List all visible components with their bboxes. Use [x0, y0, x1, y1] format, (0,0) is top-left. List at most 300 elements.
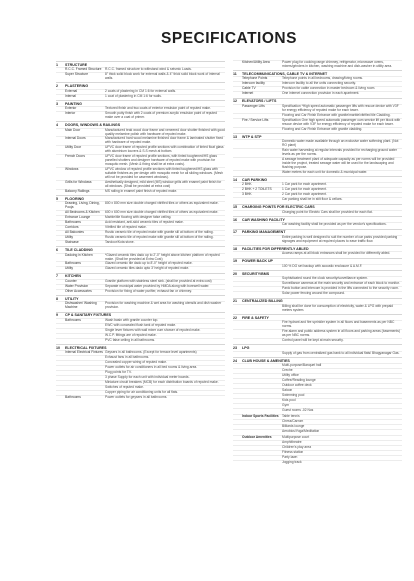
- spec-label: Fire / Service Lifts: [242, 117, 269, 122]
- spec-label: [233, 265, 282, 269]
- spec-row: [233, 222, 402, 227]
- section-title: ELECTRICAL FIXTURES: [65, 345, 107, 350]
- spec-value: Provision for washing machine & wet area for washing utensils and dish washer provision.: [105, 301, 222, 310]
- spec-value: Marble/tile flooring with designer false ceiling.: [105, 215, 172, 220]
- spec-section: [56, 61, 225, 81]
- section-title: CAR WASHING FACILITY: [242, 217, 285, 222]
- spec-value: Entire parking is well designed to suit the number of car parks provided parking signages and equipment at required places to ease traffic flow.: [282, 234, 398, 243]
- spec-label: Bathrooms: [65, 317, 81, 322]
- spec-label: Entrance Lounge: [65, 215, 91, 220]
- spec-label: [233, 430, 282, 434]
- spec-label: [233, 394, 282, 398]
- spec-section: [233, 344, 402, 355]
- spec-label: [233, 149, 282, 157]
- spec-section: [233, 435, 402, 465]
- spec-row: [233, 148, 402, 157]
- spec-label: Utility: [65, 266, 74, 271]
- spec-label: [233, 236, 282, 244]
- spec-value: 2 Car park for each apartment.: [282, 192, 327, 197]
- spec-value: Flooring and Car Finish Entrance with granite cladding.: [282, 126, 363, 131]
- spec-value: Aerobics/Yoga/Meditation: [282, 428, 320, 433]
- spec-row: [56, 89, 225, 94]
- section-number: 10: [56, 345, 60, 350]
- spec-label: [56, 371, 105, 375]
- spec-section: [233, 216, 402, 227]
- spec-row: [233, 235, 402, 244]
- spec-value: Access ramps at all block entrances shall be provided for differently abled.: [282, 251, 391, 256]
- spec-section: [233, 98, 402, 132]
- section-title: PARKING MANAGEMENT: [242, 230, 286, 235]
- spec-value: Power outlets for geysers in all bathrooms.: [105, 394, 168, 399]
- spec-row: [233, 118, 402, 127]
- spec-label: [233, 277, 282, 281]
- spec-row: [233, 373, 402, 378]
- spec-section: [233, 298, 402, 313]
- spec-label: [233, 389, 282, 393]
- spec-value: Provision for fixing of water purifier, exhaust fan or chimney.: [105, 288, 192, 293]
- spec-row: [56, 365, 225, 370]
- spec-section: [233, 270, 402, 296]
- spec-label: [233, 223, 282, 227]
- spec-value: Manufactured hard wood melamine finished door frame & laminated shutter fixed with hardware of reputed make.: [105, 136, 224, 145]
- spec-label: [233, 369, 282, 373]
- spec-label: [233, 409, 282, 413]
- spec-value: Multipurpose court: [282, 435, 310, 440]
- spec-value: Plug points for TV.: [105, 370, 132, 375]
- spec-row: [233, 338, 402, 343]
- spec-value: Glazed ceramic tiles dado upto 3' height of reputed make.: [105, 266, 190, 271]
- spec-label: [56, 366, 105, 370]
- spec-value: Solar power fencing around the compound.: [282, 291, 346, 296]
- spec-value: Acid resistant, anti-skid ceramic tiles of reputed make.: [105, 220, 184, 225]
- spec-label: Main Door: [65, 127, 81, 132]
- spec-row: [233, 450, 402, 455]
- spec-value: Table tennis: [282, 414, 300, 419]
- spec-label: Grills for Windows: [65, 179, 92, 184]
- spec-value: Power plug for cooking range chimney, refrigerator, microwave ovens, mixers/grinders in kitchen, washing machine and dish-washer in utility area.: [282, 60, 393, 68]
- spec-row: [56, 94, 225, 99]
- spec-value: Swimming pool: [282, 392, 305, 397]
- spec-row: [56, 240, 225, 245]
- spec-value: UPVC door frame of reputed profile sections, with tinted toughened/HS glass panelled shutters and designer hardware of reputed make with provision for mosquito mesh. (Mesh & fixing shall be at extra costs).: [105, 154, 217, 167]
- spec-label: [233, 384, 282, 388]
- spec-section: [233, 258, 402, 269]
- spec-label: [56, 386, 105, 390]
- spec-row: [233, 127, 402, 132]
- spec-value: Flooring and Car Finish Entrance with granite/marble/vitrified tile Cladding.: [282, 112, 391, 117]
- spec-label: [233, 374, 282, 378]
- spec-row: [233, 398, 402, 403]
- spec-row: [56, 145, 225, 154]
- spec-label: Other Accessories: [65, 288, 92, 293]
- section-title: WTP & STP: [242, 134, 262, 139]
- spec-row: [56, 201, 225, 210]
- section-title: STRUCTURE: [65, 62, 88, 67]
- spec-row: [56, 136, 225, 145]
- spec-label: [233, 456, 282, 460]
- spec-label: [56, 381, 105, 385]
- section-number: 15: [233, 205, 237, 210]
- spec-row: [56, 72, 225, 81]
- spec-value: Aesthetically designed, mild steel (MS) window grills with enamel paint finish for all windows. (Shall be provided at extra cost): [105, 179, 222, 188]
- spec-row: [233, 329, 402, 338]
- section-number: 24: [233, 358, 237, 363]
- spec-label: Balcony Railings: [65, 188, 90, 193]
- spec-row: [233, 91, 402, 96]
- spec-value: Coffee/Reading lounge: [282, 377, 316, 382]
- section-title: FLOORING: [65, 196, 84, 201]
- spec-value: Textured finish and two coats of exterior emulsion paint of reputed make.: [105, 106, 211, 111]
- spec-row: [233, 304, 402, 313]
- spec-row: [56, 111, 225, 120]
- spec-value: Control panel will be kept at main security.: [282, 338, 344, 343]
- spec-label: [233, 198, 282, 202]
- spec-section: [233, 70, 402, 96]
- spec-label: R.C.C. Framed Structure: [65, 67, 102, 72]
- spec-value: 1 coat of plastering in CM 1:6 for walls.: [105, 93, 162, 98]
- section-number: 20: [233, 271, 237, 276]
- spec-label: Internet: [242, 91, 254, 96]
- spec-label: All Bedrooms & Kitchen: [65, 210, 100, 215]
- spec-label: Bathrooms: [65, 394, 81, 399]
- section-title: CENTRALIZED BILLING: [242, 299, 283, 304]
- spec-label: Exterior: [65, 106, 77, 111]
- spec-section: [56, 82, 225, 98]
- section-number: 3: [56, 101, 58, 106]
- spec-row: [233, 264, 402, 269]
- spec-section: [233, 245, 402, 256]
- spec-section: [56, 273, 225, 294]
- spec-row: [233, 440, 402, 445]
- spec-label: Bathrooms: [65, 220, 81, 225]
- section-number: 11: [233, 71, 237, 76]
- spec-value: Rustic ceramic tile of reputed make with granite sill at bottom of the railing.: [105, 235, 214, 240]
- spec-row: [56, 395, 225, 400]
- section-number: 8: [56, 296, 58, 301]
- spec-value: R.C.C. framed structure to withstand wind & seismic Loads.: [105, 67, 192, 72]
- spec-value: Rain water harvesting at regular intervals provided for recharging ground water levels as per the norms.: [282, 148, 397, 157]
- spec-row: [233, 419, 402, 424]
- spec-label: [233, 420, 282, 424]
- spec-row: [233, 157, 402, 170]
- section-number: 9: [56, 313, 58, 318]
- section-number: 21: [233, 299, 237, 304]
- spec-value: Power outlets for air conditioners in all bed rooms & living area.: [105, 365, 198, 370]
- spec-value: Surveillance cameras at the main security and entrance of each block to monitor.: [282, 281, 400, 286]
- spec-row: [56, 253, 225, 262]
- spec-value: Copper piping for air conditioning units for all flats.: [105, 389, 179, 394]
- spec-label: [56, 361, 105, 365]
- spec-label: [56, 334, 105, 338]
- section-title: KITCHEN: [65, 274, 81, 279]
- spec-label: [233, 252, 282, 256]
- spec-value: Gym: [282, 402, 289, 407]
- spec-section: [56, 246, 225, 271]
- spec-value: Smooth putty finish with 2 coats of premium acrylic emulsion paint of reputed make over a coat of primer.: [105, 111, 217, 120]
- spec-value: 1 Car park for each apartment.: [282, 187, 327, 192]
- spec-section: [56, 312, 225, 343]
- spec-section: [56, 344, 225, 400]
- spec-row: [56, 333, 225, 338]
- section-title: TELECOMMUNICATIONS, CABLE TV & INTERNET: [242, 71, 328, 76]
- spec-section: [56, 100, 225, 120]
- spec-value: 2 coats of plastering in CM 1:6 for external walls.: [105, 88, 177, 93]
- spec-label: [233, 425, 282, 429]
- spec-value: Fire hydrant and fire sprinkler system in all floors and basements as per NBC norms.: [282, 320, 395, 329]
- spec-section: [233, 414, 402, 434]
- spec-value: Car parking shall be in stilt floor & cellars.: [282, 197, 343, 202]
- spec-value: Miniature circuit breakers (MCB) for each distribution boards of reputed make.: [105, 379, 219, 384]
- spec-row: [233, 170, 402, 175]
- spec-value: One internet connection provision in each apartment.: [282, 91, 360, 96]
- spec-value: 3 phase Supply for each unit with individual meter boards.: [105, 375, 190, 379]
- spec-row: [56, 167, 225, 180]
- section-title: CAR PARKING: [242, 177, 268, 182]
- section-title: POWER BACK UP: [242, 259, 273, 264]
- spec-value: Specification One high speed automatic passenger cum service lift per block with rescue device with V3F for energy efficiency of reputed make for each tower.: [282, 117, 401, 126]
- spec-value: Fire alarm and public address system in all floors and parking areas (basements) as per NBC norms.: [282, 329, 401, 338]
- spec-value: Vitrified tile of reputed make.: [105, 225, 147, 230]
- spec-row: [233, 403, 402, 408]
- spec-label: [233, 158, 282, 170]
- spec-value: Billiards lounge: [282, 423, 305, 428]
- spec-label: [233, 330, 282, 338]
- spec-value: Saloon: [282, 387, 293, 392]
- section-title: ELEVATORS / LIFTS: [242, 99, 277, 104]
- spec-row: [233, 60, 402, 69]
- spec-label: External: [65, 88, 78, 93]
- spec-label: [233, 140, 282, 148]
- section-number: 13: [233, 134, 237, 139]
- section-number: 19: [233, 259, 237, 264]
- spec-label: [56, 339, 105, 343]
- spec-value: Multi-purpose/Banquet hall: [282, 363, 322, 368]
- spec-section: [233, 229, 402, 244]
- spec-row: [233, 408, 402, 413]
- spec-value: Children's play area: [282, 445, 312, 450]
- spec-row: [233, 363, 402, 368]
- spec-row: [233, 210, 402, 215]
- spec-value: Guest rooms -02 Nos: [282, 407, 314, 412]
- spec-label: [56, 376, 105, 380]
- section-title: PLASTERING: [65, 84, 89, 89]
- spec-label: [56, 324, 105, 328]
- spec-label: [233, 404, 282, 408]
- spec-row: [56, 180, 225, 189]
- spec-label: [233, 305, 282, 313]
- spec-section: [233, 357, 402, 413]
- spec-row: [233, 197, 402, 202]
- spec-row: [233, 388, 402, 393]
- spec-label: [233, 446, 282, 450]
- spec-section: [56, 195, 225, 245]
- spec-section: [233, 204, 402, 215]
- spec-value: 600 x 600 mm size double charged vitrified tiles of others as equivalent make.: [105, 210, 219, 215]
- spec-row: [233, 445, 402, 450]
- section-title: FIRE & SAFETY: [242, 315, 269, 320]
- left-column: [56, 60, 225, 466]
- spec-row: [233, 291, 402, 296]
- spec-value: Geysers in all bathrooms. (Except for terrace level apartments): [105, 350, 197, 355]
- spec-value: Provision for cable connection in master bedroom & living room.: [282, 86, 376, 91]
- right-column: [233, 60, 402, 466]
- spec-row: [233, 460, 402, 465]
- spec-label: [233, 399, 282, 403]
- section-title: CP & SANITARY FIXTURES: [65, 313, 112, 318]
- spec-value: A sewage treatment plant of adequate capacity as per norms will be provided inside the project, treated sewage water will be used for the landscaping and flushing purpose.: [282, 156, 395, 169]
- spec-value: Rustic ceramic tile of reputed make with granite sill at bottom of the railing.: [105, 230, 214, 235]
- spec-label: Utility: [65, 235, 74, 240]
- spec-row: [233, 251, 402, 256]
- spec-value: Fitness station: [282, 450, 304, 455]
- spec-value: EWC with concealed flush tank of reputed make.: [105, 322, 177, 327]
- spec-label: Dishwasher/ Washing Machine: [65, 301, 97, 310]
- spec-value: Jogging track: [282, 460, 302, 465]
- spec-row: [233, 104, 402, 113]
- spec-value: Sophisticated round the clock security/surveillance system.: [282, 276, 368, 281]
- spec-label: [233, 364, 282, 368]
- spec-label: Staircase: [65, 240, 79, 245]
- spec-label: [233, 128, 282, 132]
- section-number: 22: [233, 315, 237, 320]
- spec-value: Single lever fixtures with wall mixer cum shower of reputed make.: [105, 327, 201, 332]
- spec-label: [56, 329, 105, 333]
- spec-value: MS railing in enamel paint finish of reputed make.: [105, 188, 178, 193]
- spec-label: [233, 451, 282, 455]
- spec-value: UPVC window of reputed profile sections with tinted toughened/HS glass with suitable finishes as per design with mosquito mesh for all sliding windows. (Mesh will not be provided for casement windows).: [105, 167, 224, 180]
- spec-row: [56, 128, 225, 137]
- spec-label: Bathrooms: [65, 261, 81, 266]
- spec-value: Supply of gas from centralized gas bank to all individual flats/ Bhagyanagar Gas.: [282, 350, 400, 355]
- spec-label: Corridors: [65, 225, 79, 230]
- section-number: 5: [56, 196, 58, 201]
- spec-value: Panic button and intercom is provided in the lifts connected to the security room.: [282, 286, 399, 291]
- spec-section: [56, 121, 225, 193]
- spec-row: [233, 351, 402, 356]
- section-number: 23: [233, 346, 237, 350]
- section-number: 16: [233, 217, 237, 222]
- spec-label: [233, 321, 282, 329]
- spec-label: Utility Door: [65, 145, 82, 150]
- spec-value: Kids pool: [282, 397, 296, 402]
- spec-label: 2 BHK: [242, 182, 252, 187]
- spec-label: Passenger Lifts: [242, 103, 265, 108]
- spec-section: [233, 60, 402, 69]
- spec-row: [233, 393, 402, 398]
- spec-value: Domestic water made available through an exclusive water softening plant. (Not RO plant): [282, 139, 399, 148]
- spec-label: Telephone Points: [242, 76, 268, 81]
- spec-value: 100 % DG set backup with acoustic enclosure & A.M.F.: [282, 263, 363, 268]
- section-number: 12: [233, 99, 237, 104]
- spec-label: [233, 352, 282, 356]
- spec-value: Charging point for Electric Cars shall be provided for each flat.: [282, 209, 373, 214]
- spec-label: [233, 461, 282, 465]
- spec-row: [233, 139, 402, 148]
- spec-value: *Glazed ceramic tiles dado up to 2'-0" height above kitchen platform of reputed make. (Shall be provided at Extra Cost): [105, 252, 220, 261]
- spec-value: Glazed ceramic tile dado up to 8'-0" height of reputed make.: [105, 261, 193, 266]
- spec-label: [233, 292, 282, 296]
- spec-label: [233, 211, 282, 215]
- spec-value: PVC false ceiling in all bathrooms.: [105, 337, 156, 342]
- spec-label: Indoor Sports Facilities: [242, 414, 279, 419]
- spec-row: [56, 266, 225, 271]
- section-title: TILE CLADDING: [65, 247, 93, 252]
- section-number: 2: [56, 84, 58, 89]
- section-title: FACILITIES FOR DIFFERENTLY ABLED: [242, 246, 309, 251]
- section-title: CHARGING POINTS FOR ELECTRIC CARS: [242, 205, 315, 210]
- spec-value: Specification *High speed automatic passenger lifts with rescue device with V3F for energy efficiency of reputed make for each tower.: [282, 103, 399, 112]
- spec-label: Kitchen/Utility Area: [242, 60, 270, 64]
- section-title: SECURITY/BMS: [242, 271, 270, 276]
- spec-value: Billing shall be done for consumption of electricity, water & LPG with prepaid meters system.: [282, 303, 393, 312]
- spec-row: [56, 235, 225, 240]
- spec-label: Super Structure: [65, 72, 89, 77]
- spec-value: Tandoor/Kota stone.: [105, 240, 135, 245]
- spec-value: W.C.P. fittings are of reputed make.: [105, 332, 157, 337]
- spec-label: [233, 282, 282, 286]
- spec-value: Creche: [282, 368, 293, 373]
- spec-label: [233, 379, 282, 383]
- spec-row: [56, 301, 225, 310]
- spec-label: Internal: [65, 93, 76, 98]
- spec-value: Switches of reputed make.: [105, 384, 144, 389]
- spec-value: 800 x 800 mm size double charged vitrified tiles or others as equivalent make.: [105, 201, 219, 206]
- spec-value: Amphitheatre: [282, 440, 302, 445]
- page-title: SPECIFICATIONS: [161, 30, 297, 47]
- spec-label: [233, 287, 282, 291]
- spec-label: Interior: [65, 111, 76, 116]
- spec-section: [233, 176, 402, 202]
- section-number: 14: [233, 177, 237, 182]
- spec-value: Wash basin with granite counter top.: [105, 317, 159, 322]
- section-title: DOORS, WINDOWS & RAILINGS: [65, 122, 121, 127]
- spec-row: [56, 328, 225, 333]
- spec-label: Intercom facility: [242, 81, 265, 86]
- spec-row: [233, 378, 402, 383]
- spec-row: [56, 338, 225, 343]
- spec-row: [233, 383, 402, 388]
- spec-value: Separate municipal water provided by HMDA along with borewell water.: [105, 283, 210, 288]
- spec-row: [233, 113, 402, 118]
- spec-label: Internal Doors: [65, 136, 86, 141]
- spec-section: [233, 314, 402, 343]
- spec-value: 8" thick solid block work for external walls & 4" thick solid block work of internal walls.: [105, 72, 220, 81]
- spec-value: Intercom facility to all the units connecting security.: [282, 81, 356, 86]
- spec-value: Manufactured teak wood door frame and veneered door shutter finished with good quality melamine polish with hardware of reputed make.: [105, 127, 225, 136]
- spec-row: [56, 289, 225, 294]
- spec-value: Telephone points in all bedrooms, drawing/living rooms.: [282, 76, 364, 81]
- spec-label: Internal Electrical Fixtures: [65, 350, 103, 355]
- spec-section: [56, 295, 225, 310]
- spec-row: [233, 455, 402, 460]
- section-title: CLUB HOUSE & AMENITIES: [242, 358, 290, 363]
- spec-row: [56, 189, 225, 194]
- spec-columns: [56, 60, 402, 466]
- spec-label: Outdoor Amenities: [242, 435, 272, 440]
- spec-label: [233, 339, 282, 343]
- section-title: LPG: [242, 346, 250, 350]
- section-number: 6: [56, 247, 58, 252]
- spec-value: UPVC door frame of reputed profile sections with combination of tinted float glass with aluminium louvers & S.S mesh at bottom.: [105, 145, 224, 154]
- spec-label: [233, 171, 282, 175]
- spec-value: Concealed copper wiring of reputed make.: [105, 360, 167, 365]
- spec-label: [56, 356, 105, 360]
- section-number: 4: [56, 122, 58, 127]
- spec-label: Counter: [65, 278, 77, 283]
- spec-row: [233, 429, 402, 434]
- spec-row: [56, 154, 225, 167]
- spec-value: 1 Car park for each apartment.: [282, 182, 327, 187]
